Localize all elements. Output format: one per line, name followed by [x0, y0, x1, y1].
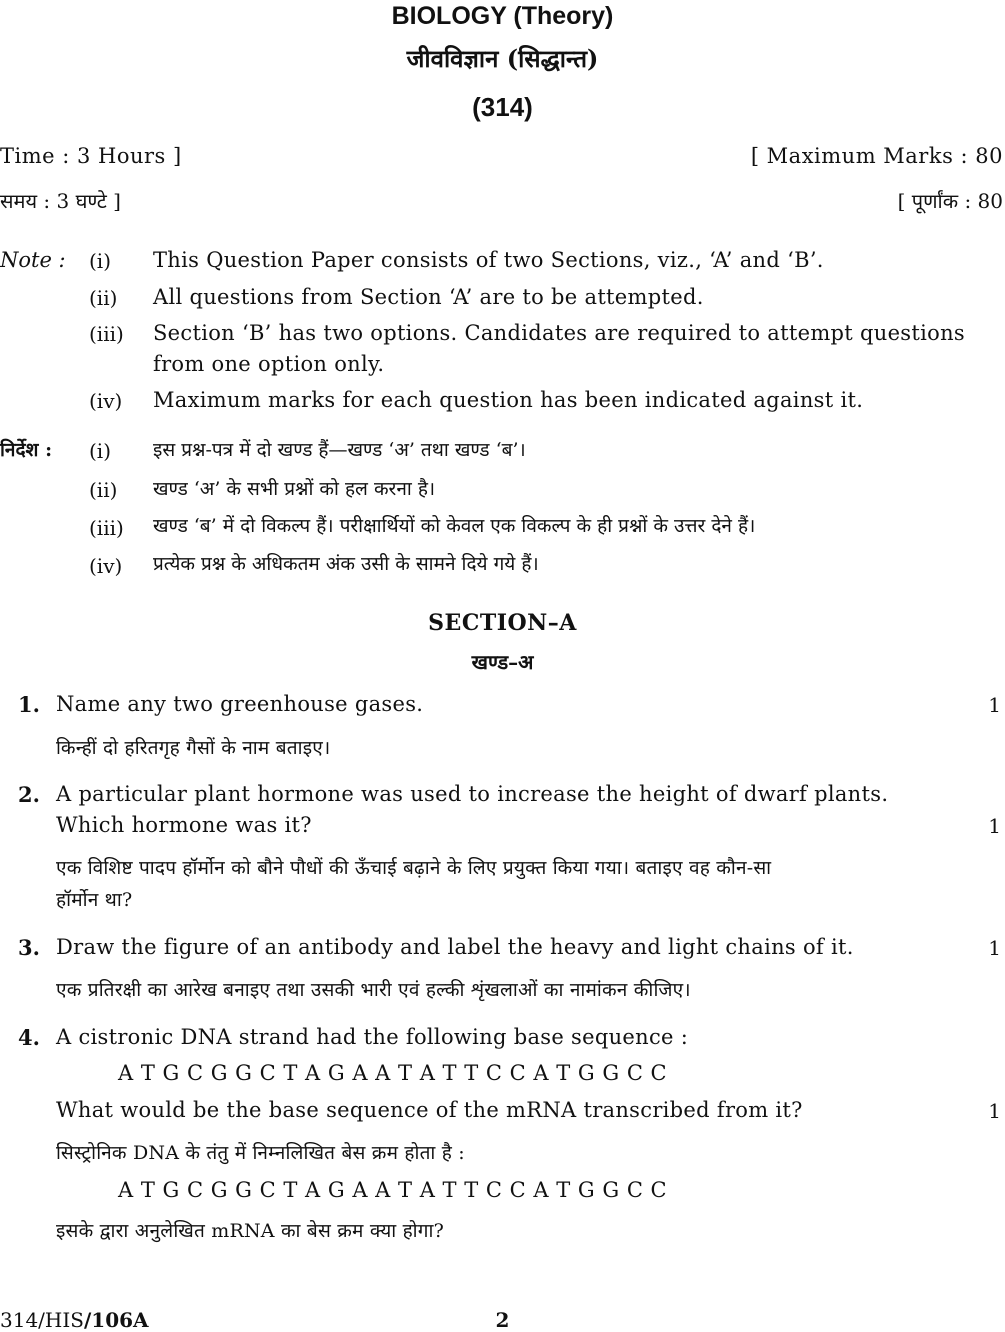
time-allowed-hindi: समय : 3 घण्टे ] — [0, 189, 121, 213]
note-text: This Question Paper consists of two Sections, viz., ‘A’ and ‘B’. — [153, 248, 824, 272]
question-text-hindi: हॉर्मोन था? — [56, 889, 133, 911]
paper-title: BIOLOGY (Theory) — [391, 2, 614, 30]
question-text-hindi: किन्हीं दो हरितगृह गैसों के नाम बताइए। — [56, 737, 331, 759]
note-text: All questions from Section ‘A’ are to be attempted. — [153, 285, 704, 309]
question-marks: 1 — [988, 936, 1001, 960]
note-label-hindi: निर्देश : — [0, 439, 53, 461]
note-label: Note : — [0, 248, 66, 272]
base-sequence-hindi: A T G C G G C T A G A A T A T T C C A T G G C C — [118, 1178, 668, 1202]
note-text-hindi: इस प्रश्न-पत्र में दो खण्ड हैं—खण्ड ‘अ’ तथा खण्ड ‘ब’। — [153, 439, 526, 461]
question-number: 1. — [18, 692, 40, 717]
page-number: 2 — [495, 1308, 510, 1332]
section-title: SECTION–A — [428, 610, 577, 636]
note-text-hindi: खण्ड ‘ब’ में दो विकल्प हैं। परीक्षार्थियों को केवल एक विकल्प के ही प्रश्नों के उत्तर देने हैं। — [153, 515, 756, 537]
footer-code-prefix: 314/HIS — [0, 1308, 84, 1332]
question-marks: 1 — [988, 814, 1001, 838]
note-num: (iv) — [89, 554, 123, 578]
note-text: from one option only. — [153, 352, 385, 376]
question-number: 3. — [18, 935, 40, 960]
question-marks: 1 — [988, 693, 1001, 717]
paper-code: (314) — [472, 92, 533, 122]
question-number: 4. — [18, 1025, 40, 1050]
paper-title-hindi: जीवविज्ञान (सिद्धान्त) — [406, 44, 599, 73]
question-text-hindi: सिस्ट्रोनिक DNA के तंतु में निम्नलिखित बेस क्रम होता है : — [56, 1142, 465, 1164]
note-text: Section ‘B’ has two options. Candidates are required to attempt questions — [153, 321, 965, 345]
footer-code-suffix: /106A — [83, 1308, 149, 1332]
question-number: 2. — [18, 782, 40, 807]
question-text-hindi: एक विशिष्ट पादप हॉर्मोन को बौने पौधों की ऊँचाई बढ़ाने के लिए प्रयुक्त किया गया। बताइए वह कौन-सा — [56, 857, 772, 879]
question-text-hindi: इसके द्वारा अनुलेखित mRNA का बेस क्रम क्या होगा? — [56, 1220, 445, 1242]
max-marks: [ Maximum Marks : 80 — [750, 144, 1003, 168]
note-num: (iii) — [89, 322, 124, 346]
question-text-hindi: एक प्रतिरक्षी का आरेख बनाइए तथा उसकी भारी एवं हल्की शृंखलाओं का नामांकन कीजिए। — [56, 979, 691, 1001]
question-text: A cistronic DNA strand had the following base sequence : — [56, 1025, 689, 1049]
time-allowed: Time : 3 Hours ] — [0, 144, 182, 168]
note-text: Maximum marks for each question has been indicated against it. — [153, 388, 864, 412]
section-title-hindi: खण्ड–अ — [471, 650, 534, 674]
note-num: (iv) — [89, 389, 123, 413]
question-text: Name any two greenhouse gases. — [56, 692, 424, 716]
note-num: (i) — [89, 249, 112, 273]
note-text-hindi: प्रत्येक प्रश्न के अधिकतम अंक उसी के सामने दिये गये हैं। — [153, 553, 539, 575]
note-num: (i) — [89, 439, 112, 463]
note-num: (ii) — [89, 478, 118, 502]
question-text: Draw the figure of an antibody and label the heavy and light chains of it. — [56, 935, 854, 959]
note-num: (iii) — [89, 516, 124, 540]
note-num: (ii) — [89, 286, 118, 310]
question-text: What would be the base sequence of the mRNA transcribed from it? — [56, 1098, 803, 1122]
question-marks: 1 — [988, 1099, 1001, 1123]
base-sequence: A T G C G G C T A G A A T A T T C C A T G G C C — [118, 1061, 668, 1085]
question-text: A particular plant hormone was used to increase the height of dwarf plants. — [56, 782, 889, 806]
question-text: Which hormone was it? — [56, 813, 312, 837]
note-text-hindi: खण्ड ‘अ’ के सभी प्रश्नों को हल करना है। — [153, 478, 436, 500]
max-marks-hindi: [ पूर्णांक : 80 — [897, 189, 1003, 213]
